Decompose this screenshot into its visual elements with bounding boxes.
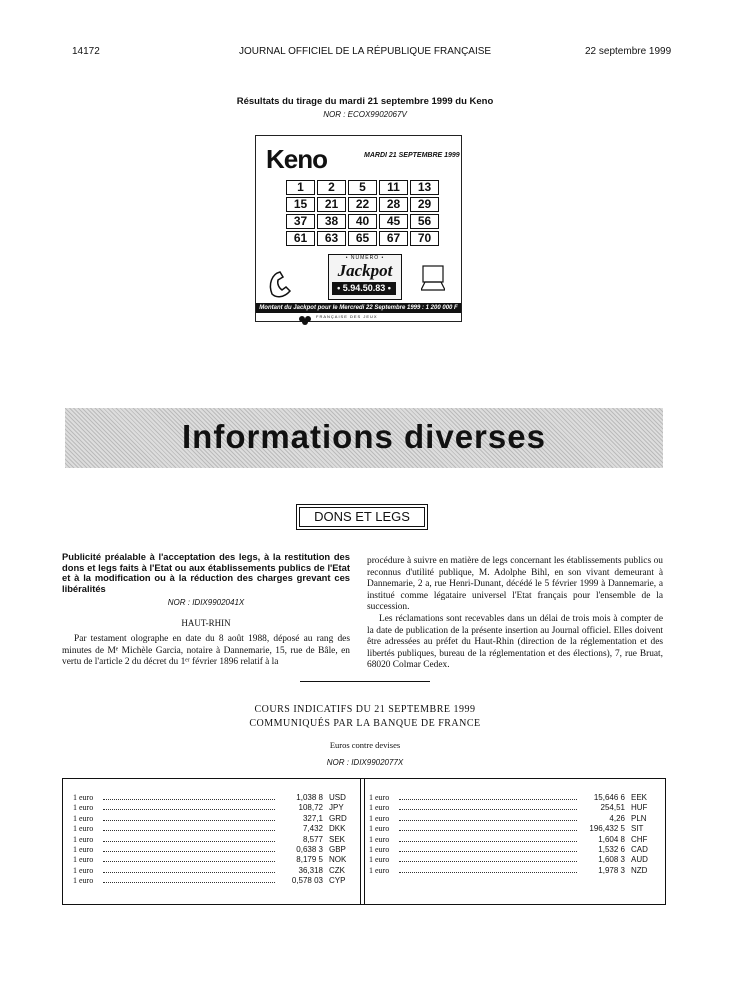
- currency-code: DKK: [329, 824, 346, 834]
- currency-code: SEK: [329, 834, 346, 844]
- header-date: 22 septembre 1999: [585, 46, 672, 57]
- leader-dots: [103, 830, 275, 831]
- rate-label: 1 euro: [369, 813, 390, 823]
- keno-number-cell: 29: [410, 197, 439, 212]
- rate-value: 108,72: [298, 803, 323, 813]
- leader-dots: [103, 809, 275, 810]
- currency-code: CHF: [631, 834, 648, 844]
- table-column-divider: [360, 779, 365, 904]
- page-number: 14172: [72, 46, 100, 57]
- keno-draw-date: MARDI 21 SEPTEMBRE 1999: [364, 152, 460, 159]
- banner-title: Informations diverses: [182, 418, 546, 455]
- currency-code: HUF: [631, 803, 648, 813]
- rate-label: 1 euro: [73, 855, 94, 865]
- leader-dots: [399, 830, 577, 831]
- rate-label: 1 euro: [369, 793, 390, 802]
- minitel-icon: [421, 264, 445, 292]
- currency-code: EEK: [631, 793, 648, 802]
- currency-code: JPY: [329, 803, 344, 813]
- rate-value: 0,578 03: [291, 876, 323, 886]
- jackpot-amount-footer: Montant du Jackpot pour le Mercredi 22 Septembre 1999 : 1 200 000 F: [256, 303, 461, 313]
- rate-value: 1,608 3: [598, 855, 625, 865]
- rate-value: 1,604 8: [598, 834, 625, 844]
- dons-heading: Publicité préalable à l'acceptation des legs, à la restitution des dons et legs faits à l'Etat ou aux établissements publics de l'Etat et à la modification ou à la réduction des charges grevant ces libéralités: [62, 551, 350, 594]
- cours-subtitle: Euros contre devises: [329, 740, 401, 750]
- leader-dots: [399, 820, 577, 821]
- dons-paragraph-1: Par testament olographe en date du 8 août 1988, déposé au rang des minutes de Mᵉ Michèle Garcia, notaire à Dannemarie, 15, rue de Bâle, en vertu de l'article 2 du décret du 1ᵉʳ février 1896 relatif à la: [62, 634, 350, 667]
- currency-code: NOK: [329, 855, 347, 865]
- rate-label: 1 euro: [73, 865, 94, 875]
- currency-code: CYP: [329, 876, 346, 886]
- journal-title: JOURNAL OFFICIEL DE LA RÉPUBLIQUE FRANÇAISE: [239, 46, 492, 57]
- currency-code: GRD: [329, 813, 347, 823]
- keno-number-cell: 45: [379, 214, 408, 229]
- jackpot-label: • NUMÉRO •: [345, 255, 385, 261]
- keno-number-cell: 15: [286, 197, 315, 212]
- cours-title-1: COURS INDICATIFS DU 21 SEPTEMBRE 1999: [254, 704, 476, 715]
- keno-number-cell: 40: [348, 214, 377, 229]
- cours-title-2: COMMUNIQUÉS PAR LA BANQUE DE FRANCE: [249, 718, 481, 729]
- dons-et-legs-box: DONS ET LEGS: [296, 504, 428, 530]
- rate-label: 1 euro: [369, 855, 390, 865]
- keno-number-cell: 38: [317, 214, 346, 229]
- rate-label: 1 euro: [73, 803, 94, 813]
- rate-label: 1 euro: [369, 865, 390, 875]
- dons-paragraph-2: procédure à suivre en matière de legs concernant les établissements publics ou reconnus d'utilité publique, M. Adolphe Bihl, en son vivant demeurant à Dannemarie, 2 a, rue Henri-Dunant, décédé le 5 février 1999 à Dannemarie, a institué comme légataire universel l'Etat français pour l'ensemble de la succession.: [367, 556, 663, 612]
- dons-paragraph-3: Les réclamations sont recevables dans un délai de trois mois à compter de la date de publication de la présente insertion au Journal officiel. Elles doivent être adressées au préfet du Haut-Rhin (direction de la réglementation et des libertés publiques, bureau de la réglementation et des élections), 7, rue Bruat, 68020 Colmar Cedex.: [367, 614, 663, 670]
- keno-ticket-image: [255, 135, 462, 322]
- keno-number-cell: 21: [317, 197, 346, 212]
- keno-number-cell: 28: [379, 197, 408, 212]
- rate-label: 1 euro: [369, 845, 390, 854]
- fdj-brand: FRANÇAISE DES JEUX: [316, 314, 378, 319]
- currency-code: NZD: [631, 865, 648, 875]
- section-divider: [300, 681, 430, 682]
- keno-results-title: Résultats du tirage du mardi 21 septembre 1999 du Keno: [236, 96, 494, 107]
- rate-value: 1,038 8: [296, 793, 323, 802]
- rate-value: 8,577: [302, 834, 323, 844]
- rate-value: 36,318: [298, 865, 323, 875]
- rate-label: 1 euro: [73, 834, 94, 844]
- rate-label: 1 euro: [73, 876, 94, 886]
- keno-number-cell: 11: [379, 180, 408, 195]
- leader-dots: [399, 799, 577, 800]
- rate-value: 1,978 3: [598, 865, 625, 875]
- rate-label: 1 euro: [369, 824, 390, 834]
- currency-code: GBP: [329, 845, 346, 854]
- currency-code: AUD: [631, 855, 648, 865]
- currency-code: SIT: [631, 824, 644, 834]
- leader-dots: [103, 882, 275, 883]
- keno-logo: Keno: [266, 144, 327, 174]
- currency-code: CAD: [631, 845, 648, 854]
- leader-dots: [399, 861, 577, 862]
- rate-value: 327,1: [302, 813, 323, 823]
- keno-number-cell: 1: [286, 180, 315, 195]
- leader-dots: [103, 799, 275, 800]
- cours-nor: NOR : IDIX9902077X: [326, 758, 404, 767]
- leader-dots: [103, 861, 275, 862]
- keno-number-cell: 13: [410, 180, 439, 195]
- keno-number-cell: 22: [348, 197, 377, 212]
- dons-nor: NOR : IDIX9902041X: [167, 598, 245, 607]
- section-banner: [65, 408, 663, 468]
- leader-dots: [103, 851, 275, 852]
- keno-nor: NOR : ECOX9902067V: [323, 110, 407, 119]
- currency-code: PLN: [631, 813, 647, 823]
- rate-label: 1 euro: [73, 793, 94, 802]
- leader-dots: [103, 841, 275, 842]
- rate-label: 1 euro: [73, 813, 94, 823]
- keno-number-cell: 70: [410, 231, 439, 246]
- rate-label: 1 euro: [369, 803, 390, 813]
- currency-code: CZK: [329, 865, 345, 875]
- rate-value: 4,26: [609, 813, 625, 823]
- clover-logo-icon: [298, 312, 312, 322]
- rate-value: 0,638 3: [296, 845, 323, 854]
- region-heading: HAUT-RHIN: [181, 618, 231, 628]
- rate-label: 1 euro: [369, 834, 390, 844]
- keno-number-cell: 5: [348, 180, 377, 195]
- keno-number-cell: 65: [348, 231, 377, 246]
- currency-code: USD: [329, 793, 346, 802]
- keno-number-cell: 63: [317, 231, 346, 246]
- keno-number-cell: 61: [286, 231, 315, 246]
- rate-value: 254,51: [600, 803, 625, 813]
- keno-number-cell: 2: [317, 180, 346, 195]
- leader-dots: [103, 820, 275, 821]
- leader-dots: [103, 872, 275, 873]
- jackpot-word: Jackpot: [337, 261, 393, 280]
- rate-label: 1 euro: [73, 824, 94, 834]
- leader-dots: [399, 809, 577, 810]
- rate-value: 15,646 6: [593, 793, 625, 802]
- jackpot-number: • 5.94.50.83 •: [332, 282, 396, 295]
- rate-value: 8,179 5: [296, 855, 323, 865]
- keno-number-cell: 37: [286, 214, 315, 229]
- rate-value: 196,432 5: [589, 824, 625, 834]
- phone-icon: [266, 268, 300, 298]
- keno-number-cell: 56: [410, 214, 439, 229]
- jackpot-panel: [328, 254, 402, 300]
- rate-value: 7,432: [302, 824, 323, 834]
- rate-label: 1 euro: [73, 845, 94, 854]
- exchange-rates-table: [62, 778, 666, 905]
- rate-value: 1,532 6: [598, 845, 625, 854]
- leader-dots: [399, 841, 577, 842]
- keno-number-cell: 67: [379, 231, 408, 246]
- leader-dots: [399, 872, 577, 873]
- leader-dots: [399, 851, 577, 852]
